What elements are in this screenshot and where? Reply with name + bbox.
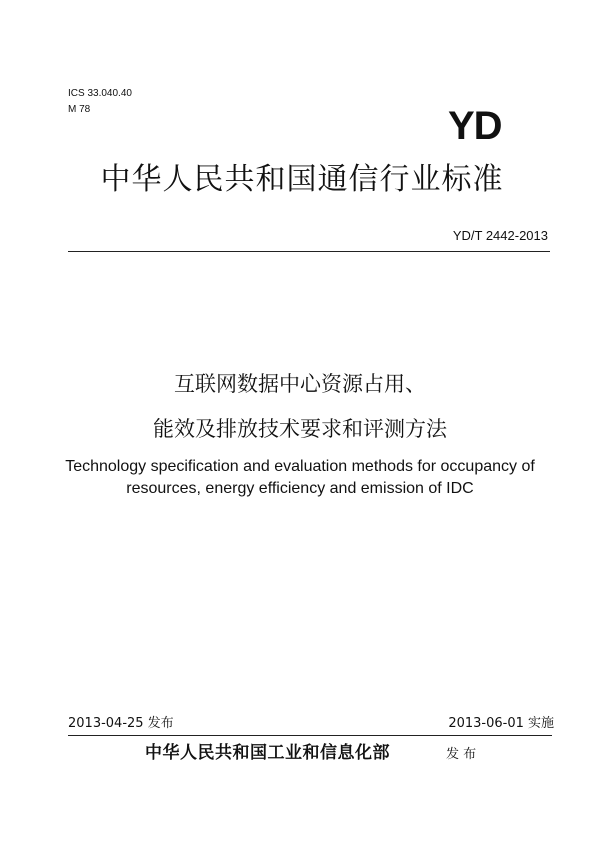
implementation-date: 2013-06-01 实施	[448, 716, 554, 731]
yd-logo: YD	[448, 104, 502, 148]
bottom-divider	[68, 735, 552, 736]
publish-label: 发 布	[446, 747, 477, 762]
ics-code: ICS 33.040.40	[68, 88, 132, 99]
document-title-en-line2: resources, energy efficiency and emission of IDC	[126, 480, 474, 497]
document-title-cn-line2: 能效及排放技术要求和评测方法	[153, 417, 447, 441]
document-title-cn-line1: 互联网数据中心资源占用、	[174, 372, 426, 396]
document-title-en-line1: Technology specification and evaluation methods for occupancy of	[65, 458, 535, 475]
top-divider	[68, 251, 550, 252]
issue-date: 2013-04-25 发布	[68, 716, 174, 731]
standard-title: 中华人民共和国通信行业标准	[100, 162, 504, 197]
classification-code: M 78	[68, 104, 91, 115]
publisher-name: 中华人民共和国工业和信息化部	[145, 743, 390, 763]
standard-code: YD/T 2442-2013	[452, 228, 548, 243]
